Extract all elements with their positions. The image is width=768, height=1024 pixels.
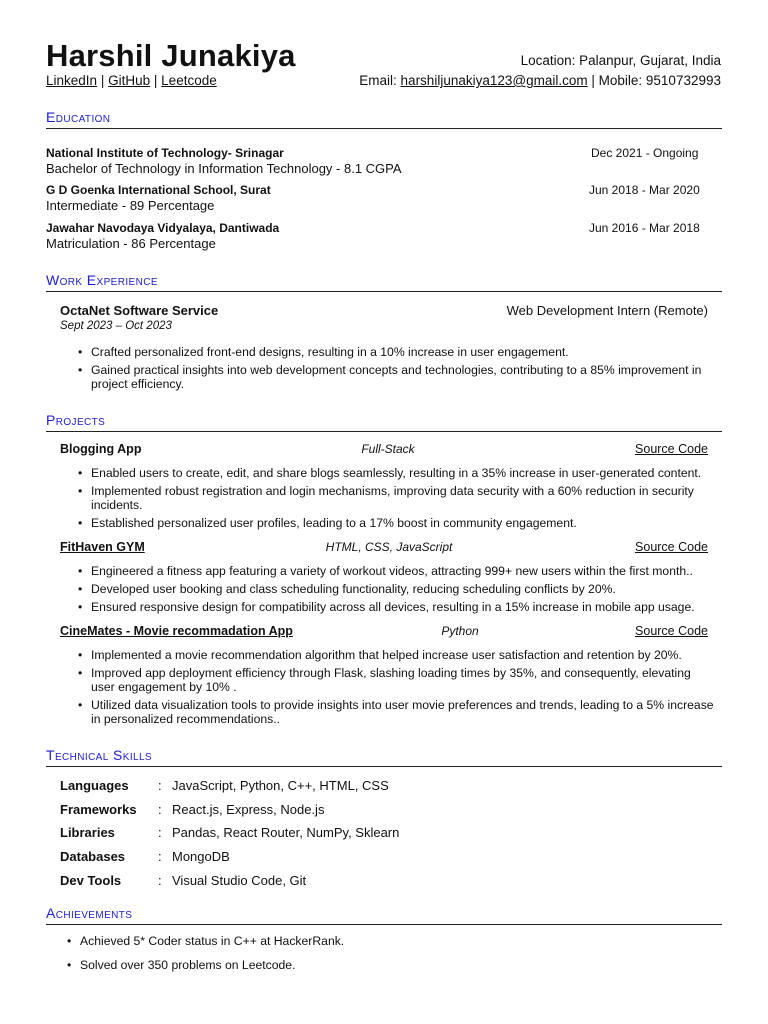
list-item: • Crafted personalized front-end designs, resulting in a 10% increase in user engagement. — [77, 345, 717, 359]
leetcode-link[interactable]: Leetcode — [161, 73, 217, 88]
section-divider — [46, 128, 722, 129]
job-dates: Sept 2023 – Oct 2023 — [60, 320, 172, 332]
projects-heading: Projects — [46, 412, 106, 428]
skill-separator: : — [158, 873, 162, 888]
project-name: Blogging App — [60, 442, 142, 456]
project-name[interactable]: CineMates - Movie recommadation App — [60, 624, 293, 638]
source-code-link[interactable]: Source Code — [635, 442, 708, 456]
skill-label: Databases — [60, 849, 126, 864]
job-role: Web Development Intern (Remote) — [506, 303, 708, 318]
skill-label: Dev Tools — [60, 873, 122, 888]
experience-heading: Work Experience — [46, 272, 158, 288]
skill-label: Languages — [60, 778, 129, 793]
project-bullets — [77, 564, 717, 618]
skill-value: React.js, Express, Node.js — [172, 802, 325, 817]
list-item: • Developed user booking and class scheduling functionality, reducing scheduling conflicts by 20%. — [77, 582, 717, 596]
company-name: OctaNet Software Service — [60, 303, 219, 318]
link-separator: | — [100, 73, 105, 88]
skill-separator: : — [158, 825, 162, 840]
list-item: • Achieved 5* Coder status in C++ at HackerRank. — [66, 934, 706, 948]
skill-separator: : — [158, 802, 162, 817]
education-dates: Jun 2018 - Mar 2020 — [589, 183, 700, 197]
achievements-heading: Achievements — [46, 905, 133, 921]
project-stack: HTML, CSS, JavaScript — [325, 540, 453, 554]
contact-separator: | — [591, 73, 595, 88]
linkedin-link[interactable]: LinkedIn — [46, 73, 98, 88]
education-institution: G D Goenka International School, Surat — [46, 183, 271, 197]
list-item: • Improved app deployment efficiency through Flask, slashing loading times by 35%, and consequently, elevating user engagement by 10% . — [77, 666, 717, 694]
project-stack: Python — [441, 624, 479, 638]
experience-bullets — [77, 345, 717, 395]
github-link[interactable]: GitHub — [108, 73, 151, 88]
project-stack: Full-Stack — [361, 442, 415, 456]
skill-label: Libraries — [60, 825, 115, 840]
section-divider — [46, 291, 722, 292]
project-name[interactable]: FitHaven GYM — [60, 540, 145, 554]
skill-value: JavaScript, Python, C++, HTML, CSS — [172, 778, 389, 793]
list-item: • Solved over 350 problems on Leetcode. — [66, 958, 706, 972]
section-divider — [46, 431, 722, 432]
list-item: • Established personalized user profiles, leading to a 17% boost in community engagement. — [77, 516, 717, 530]
skills-heading: Technical Skills — [46, 747, 152, 763]
list-item: • Ensured responsive design for compatibility across all devices, resulting in a 15% increase in mobile app usage. — [77, 600, 717, 614]
education-degree: Bachelor of Technology in Information Technology - 8.1 CGPA — [46, 161, 402, 176]
education-dates: Dec 2021 - Ongoing — [591, 146, 699, 160]
source-code-link[interactable]: Source Code — [635, 540, 708, 554]
contact-line — [359, 73, 721, 88]
email-label: Email: — [359, 73, 397, 88]
section-divider — [46, 924, 722, 925]
mobile-number: Mobile: 9510732993 — [598, 73, 721, 88]
education-institution: Jawahar Navodaya Vidyalaya, Dantiwada — [46, 221, 280, 235]
email-link[interactable]: harshiljunakiya123@gmail.com — [400, 73, 588, 88]
education-dates: Jun 2016 - Mar 2018 — [589, 221, 700, 235]
candidate-name: Harshil Junakiya — [46, 38, 296, 73]
skill-label: Frameworks — [60, 802, 137, 817]
education-degree: Intermediate - 89 Percentage — [46, 198, 215, 213]
list-item: • Engineered a fitness app featuring a variety of workout videos, attracting 999+ new users within the first month.. — [77, 564, 717, 578]
skill-value: Visual Studio Code, Git — [172, 873, 307, 888]
skill-value: Pandas, React Router, NumPy, Sklearn — [172, 825, 400, 840]
list-item: • Utilized data visualization tools to provide insights into user movie preferences and trends, leading to a 5% increase in personalized recommendations.. — [77, 698, 717, 726]
skill-separator: : — [158, 849, 162, 864]
list-item: • Implemented a movie recommendation algorithm that helped increase user satisfaction and retention by 20%. — [77, 648, 717, 662]
source-code-link[interactable]: Source Code — [635, 624, 708, 638]
profile-links — [46, 73, 217, 88]
list-item: • Enabled users to create, edit, and share blogs seamlessly, resulting in a 35% increase in user-generated content. — [77, 466, 717, 480]
location: Location: Palanpur, Gujarat, India — [520, 53, 721, 68]
link-separator: | — [153, 73, 158, 88]
achievement-bullets — [66, 934, 706, 976]
project-bullets — [77, 466, 717, 534]
list-item: • Implemented robust registration and login mechanisms, improving data security with a 60% reduction in security incidents. — [77, 484, 717, 512]
project-bullets — [77, 648, 717, 730]
education-institution: National Institute of Technology- Srinagar — [46, 146, 284, 160]
list-item: • Gained practical insights into web development concepts and technologies, contributing to a 85% improvement in project efficiency. — [77, 363, 717, 391]
skill-separator: : — [158, 778, 162, 793]
education-heading: Education — [46, 109, 111, 125]
skill-value: MongoDB — [172, 849, 230, 864]
section-divider — [46, 766, 722, 767]
education-degree: Matriculation - 86 Percentage — [46, 236, 216, 251]
